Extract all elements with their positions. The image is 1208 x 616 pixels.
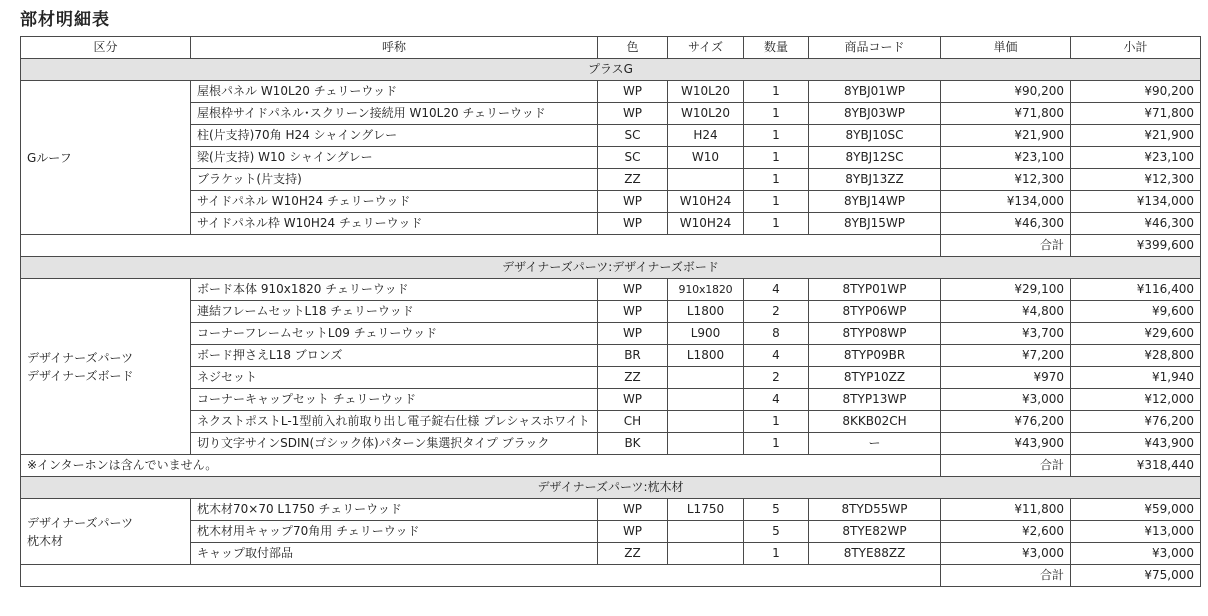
table-row [21, 191, 1201, 213]
section-total: ¥399,600 [1071, 235, 1201, 257]
item-color: ZZ [598, 169, 668, 191]
header-category: 区分 [21, 37, 191, 59]
item-code: 8YBJ01WP [809, 81, 941, 103]
item-unit-price: ¥2,600 [941, 521, 1071, 543]
item-unit-price: ¥76,200 [941, 411, 1071, 433]
item-size [668, 521, 744, 543]
group-label-line-1: デザイナーズパーツ [27, 350, 134, 365]
item-name: ブラケット(片支持) [191, 169, 598, 191]
section-heading: プラスG [21, 59, 1201, 81]
item-subtotal: ¥116,400 [1071, 279, 1201, 301]
item-size: W10H24 [668, 213, 744, 235]
table-row [21, 147, 1201, 169]
item-subtotal: ¥28,800 [1071, 345, 1201, 367]
page-title: 部材明細表 [20, 10, 110, 30]
item-name: 切り文字サインSDIN(ゴシック体)パターン集選択タイプ ブラック [191, 433, 598, 455]
item-name: 梁(片支持) W10 シャイングレー [191, 147, 598, 169]
header-name: 呼称 [191, 37, 598, 59]
group-label-line-2: 枕木材 [27, 533, 64, 548]
item-code: 8TYP08WP [809, 323, 941, 345]
section-note [21, 565, 941, 587]
item-code: 8TYD55WP [809, 499, 941, 521]
header-row [21, 37, 1201, 59]
item-name: サイドパネル枠 W10H24 チェリーウッド [191, 213, 598, 235]
item-unit-price: ¥29,100 [941, 279, 1071, 301]
item-qty: 4 [744, 389, 809, 411]
item-qty: 1 [744, 125, 809, 147]
item-unit-price: ¥71,800 [941, 103, 1071, 125]
item-color: WP [598, 301, 668, 323]
item-unit-price: ¥4,800 [941, 301, 1071, 323]
total-label: 合計 [941, 565, 1071, 587]
item-unit-price: ¥21,900 [941, 125, 1071, 147]
item-size [668, 433, 744, 455]
item-subtotal: ¥1,940 [1071, 367, 1201, 389]
header-code: 商品コード [809, 37, 941, 59]
item-name: 屋根パネル W10L20 チェリーウッド [191, 81, 598, 103]
item-size: 910x1820 [668, 279, 744, 301]
item-name: 屋根枠サイドパネル･スクリーン接続用 W10L20 チェリーウッド [191, 103, 598, 125]
header-size: サイズ [668, 37, 744, 59]
section-heading-row [21, 59, 1201, 81]
item-subtotal: ¥21,900 [1071, 125, 1201, 147]
table-row [21, 125, 1201, 147]
item-subtotal: ¥12,300 [1071, 169, 1201, 191]
item-qty: 1 [744, 147, 809, 169]
item-subtotal: ¥59,000 [1071, 499, 1201, 521]
item-code: 8TYP06WP [809, 301, 941, 323]
item-qty: 2 [744, 367, 809, 389]
item-color: WP [598, 279, 668, 301]
item-unit-price: ¥3,000 [941, 389, 1071, 411]
table-row [21, 301, 1201, 323]
item-code: 8YBJ10SC [809, 125, 941, 147]
item-color: WP [598, 103, 668, 125]
item-name: 枕木材用キャップ70角用 チェリーウッド [191, 521, 598, 543]
item-color: CH [598, 411, 668, 433]
item-qty: 1 [744, 543, 809, 565]
item-qty: 1 [744, 191, 809, 213]
item-qty: 1 [744, 103, 809, 125]
item-code: 8TYP13WP [809, 389, 941, 411]
item-name: サイドパネル W10H24 チェリーウッド [191, 191, 598, 213]
item-unit-price: ¥11,800 [941, 499, 1071, 521]
item-color: WP [598, 389, 668, 411]
item-size: W10L20 [668, 103, 744, 125]
group-label [21, 81, 191, 235]
item-unit-price: ¥7,200 [941, 345, 1071, 367]
item-size: L1800 [668, 301, 744, 323]
item-code: 8TYP09BR [809, 345, 941, 367]
item-qty: 4 [744, 345, 809, 367]
group-label-text: Gルーフ [27, 150, 72, 165]
item-color: WP [598, 191, 668, 213]
item-color: SC [598, 147, 668, 169]
table-row [21, 169, 1201, 191]
header-unit-price: 単価 [941, 37, 1071, 59]
item-code: 8YBJ13ZZ [809, 169, 941, 191]
item-qty: 1 [744, 81, 809, 103]
item-subtotal: ¥43,900 [1071, 433, 1201, 455]
item-subtotal: ¥3,000 [1071, 543, 1201, 565]
item-code: 8YBJ15WP [809, 213, 941, 235]
item-size: L1800 [668, 345, 744, 367]
section-heading: デザイナーズパーツ:デザイナーズボード [21, 257, 1201, 279]
item-unit-price: ¥46,300 [941, 213, 1071, 235]
item-qty: 1 [744, 169, 809, 191]
header-qty: 数量 [744, 37, 809, 59]
item-unit-price: ¥23,100 [941, 147, 1071, 169]
item-name: キャップ取付部品 [191, 543, 598, 565]
item-qty: 1 [744, 213, 809, 235]
item-color: WP [598, 81, 668, 103]
item-color: WP [598, 213, 668, 235]
item-qty: 1 [744, 411, 809, 433]
item-name: ネクストポストL-1型前入れ前取り出し電子錠右仕様 プレシャスホワイト [191, 411, 598, 433]
item-name: コーナーフレームセットL09 チェリーウッド [191, 323, 598, 345]
parts-table [20, 36, 1201, 587]
item-size: L900 [668, 323, 744, 345]
item-subtotal: ¥134,000 [1071, 191, 1201, 213]
item-color: WP [598, 323, 668, 345]
item-unit-price: ¥134,000 [941, 191, 1071, 213]
group-label [21, 279, 191, 455]
item-unit-price: ¥12,300 [941, 169, 1071, 191]
table-row [21, 103, 1201, 125]
item-code: 8YBJ12SC [809, 147, 941, 169]
section-heading-row [21, 477, 1201, 499]
total-label: 合計 [941, 455, 1071, 477]
section-total: ¥75,000 [1071, 565, 1201, 587]
item-code: 8TYP01WP [809, 279, 941, 301]
item-code: 8KKB02CH [809, 411, 941, 433]
item-subtotal: ¥46,300 [1071, 213, 1201, 235]
item-name: 連結フレームセットL18 チェリーウッド [191, 301, 598, 323]
item-color: BK [598, 433, 668, 455]
item-size: H24 [668, 125, 744, 147]
item-qty: 5 [744, 521, 809, 543]
total-row [21, 235, 1201, 257]
item-size [668, 543, 744, 565]
item-subtotal: ¥12,000 [1071, 389, 1201, 411]
item-code: 8TYP10ZZ [809, 367, 941, 389]
item-code: 8YBJ03WP [809, 103, 941, 125]
item-size [668, 169, 744, 191]
total-row [21, 455, 1201, 477]
item-subtotal: ¥76,200 [1071, 411, 1201, 433]
group-label [21, 499, 191, 565]
item-name: コーナーキャップセット チェリーウッド [191, 389, 598, 411]
table-row [21, 279, 1201, 301]
header-color: 色 [598, 37, 668, 59]
section-note [21, 235, 941, 257]
item-qty: 4 [744, 279, 809, 301]
item-name: ネジセット [191, 367, 598, 389]
item-color: SC [598, 125, 668, 147]
item-size [668, 411, 744, 433]
table-row [21, 345, 1201, 367]
item-qty: 2 [744, 301, 809, 323]
header-subtotal: 小計 [1071, 37, 1201, 59]
section-note: ※インターホンは含んでいません。 [21, 455, 941, 477]
item-code: ー [809, 433, 941, 455]
table-row [21, 433, 1201, 455]
table-row [21, 323, 1201, 345]
table-row [21, 543, 1201, 565]
item-size [668, 367, 744, 389]
item-size: W10 [668, 147, 744, 169]
section-heading: デザイナーズパーツ:枕木材 [21, 477, 1201, 499]
item-qty: 1 [744, 433, 809, 455]
table-row [21, 367, 1201, 389]
group-label-line-2: デザイナーズボード [27, 368, 134, 383]
item-color: BR [598, 345, 668, 367]
total-label: 合計 [941, 235, 1071, 257]
item-code: 8TYE88ZZ [809, 543, 941, 565]
item-subtotal: ¥9,600 [1071, 301, 1201, 323]
item-subtotal: ¥71,800 [1071, 103, 1201, 125]
item-subtotal: ¥29,600 [1071, 323, 1201, 345]
section-heading-row [21, 257, 1201, 279]
table-row [21, 213, 1201, 235]
item-name: ボード押さえL18 ブロンズ [191, 345, 598, 367]
item-size: W10L20 [668, 81, 744, 103]
item-name: 枕木材70×70 L1750 チェリーウッド [191, 499, 598, 521]
item-name: ボード本体 910x1820 チェリーウッド [191, 279, 598, 301]
table-row [21, 521, 1201, 543]
item-unit-price: ¥43,900 [941, 433, 1071, 455]
item-size: W10H24 [668, 191, 744, 213]
total-row [21, 565, 1201, 587]
item-code: 8YBJ14WP [809, 191, 941, 213]
item-size: L1750 [668, 499, 744, 521]
item-color: WP [598, 521, 668, 543]
item-unit-price: ¥90,200 [941, 81, 1071, 103]
section-total: ¥318,440 [1071, 455, 1201, 477]
item-color: WP [598, 499, 668, 521]
item-subtotal: ¥90,200 [1071, 81, 1201, 103]
item-color: ZZ [598, 367, 668, 389]
item-code: 8TYE82WP [809, 521, 941, 543]
table-row [21, 499, 1201, 521]
table-row [21, 411, 1201, 433]
item-name: 柱(片支持)70角 H24 シャイングレー [191, 125, 598, 147]
group-label-line-1: デザイナーズパーツ [27, 515, 134, 530]
table-row [21, 81, 1201, 103]
item-color: ZZ [598, 543, 668, 565]
item-unit-price: ¥3,000 [941, 543, 1071, 565]
item-unit-price: ¥970 [941, 367, 1071, 389]
table-row [21, 389, 1201, 411]
item-unit-price: ¥3,700 [941, 323, 1071, 345]
item-qty: 8 [744, 323, 809, 345]
item-subtotal: ¥23,100 [1071, 147, 1201, 169]
item-subtotal: ¥13,000 [1071, 521, 1201, 543]
item-qty: 5 [744, 499, 809, 521]
item-size [668, 389, 744, 411]
